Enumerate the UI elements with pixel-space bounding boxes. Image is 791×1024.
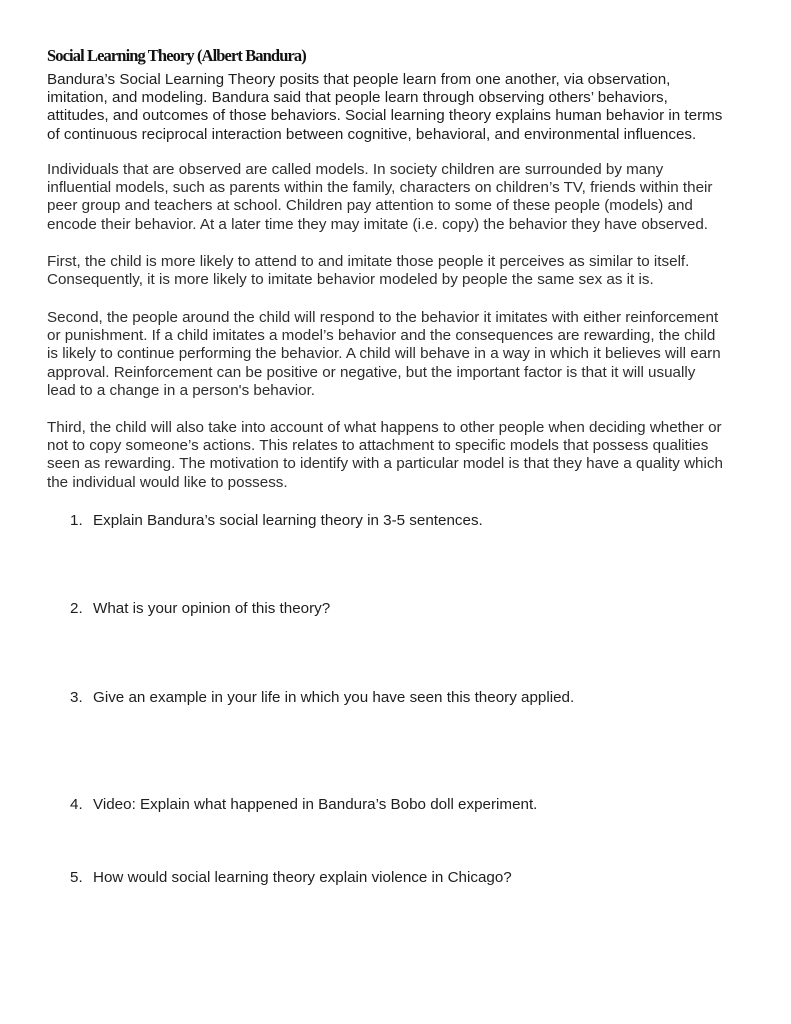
document-title: Social Learning Theory (Albert Bandura): [47, 46, 306, 65]
question-text: What is your opinion of this theory?: [93, 600, 331, 617]
paragraph-models: Individuals that are observed are called models. In society children are surrounded by many influential models, such as parents within the family, characters on children’s TV, friends within their peer group and teachers at school. Children pay attention to some of these people (models) and encode their behavior. At a later time they may imitate (i.e. copy) the behavior they have observed.: [47, 161, 713, 233]
question-3: [70, 689, 750, 707]
question-text: How would social learning theory explain violence in Chicago?: [93, 869, 512, 886]
paragraph-third: Third, the child will also take into account of what happens to other people when deciding whether or not to copy someone’s actions. This relates to attachment to specific models that possess qualities seen as rewarding. The motivation to identify with a particular model is that they have a quality which the individual would like to possess.: [47, 419, 723, 491]
question-2: [70, 600, 750, 618]
question-5: [70, 869, 750, 887]
paragraph-intro: Bandura’s Social Learning Theory posits that people learn from one another, via observation, imitation, and modeling. Bandura said that people learn through observing others’ behaviors, attitudes, and outcomes of those behaviors. Social learning theory explains human behavior in terms of continuous reciprocal interaction between cognitive, behavioral, and environmental influences.: [47, 71, 723, 143]
question-text: Give an example in your life in which you have seen this theory applied.: [93, 689, 575, 706]
paragraph-first: First, the child is more likely to attend to and imitate those people it perceives as similar to itself. Consequently, it is more likely to imitate behavior modeled by people the same sex as it is.: [47, 253, 690, 289]
question-number: 2.: [70, 600, 83, 617]
question-number: 5.: [70, 869, 83, 886]
question-text: Video: Explain what happened in Bandura’s Bobo doll experiment.: [93, 796, 538, 813]
question-number: 4.: [70, 796, 83, 813]
question-1: [70, 512, 750, 530]
question-number: 1.: [70, 512, 83, 529]
question-text: Explain Bandura’s social learning theory in 3-5 sentences.: [93, 512, 483, 529]
question-4: [70, 796, 750, 814]
question-number: 3.: [70, 689, 83, 706]
paragraph-second: Second, the people around the child will respond to the behavior it imitates with either reinforcement or punishment. If a child imitates a model’s behavior and the consequences are rewarding, the child is likely to continue performing the behavior. A child will behave in a way in which it believes will earn approval. Reinforcement can be positive or negative, but the important factor is that it will usually lead to a change in a person's behavior.: [47, 309, 721, 399]
